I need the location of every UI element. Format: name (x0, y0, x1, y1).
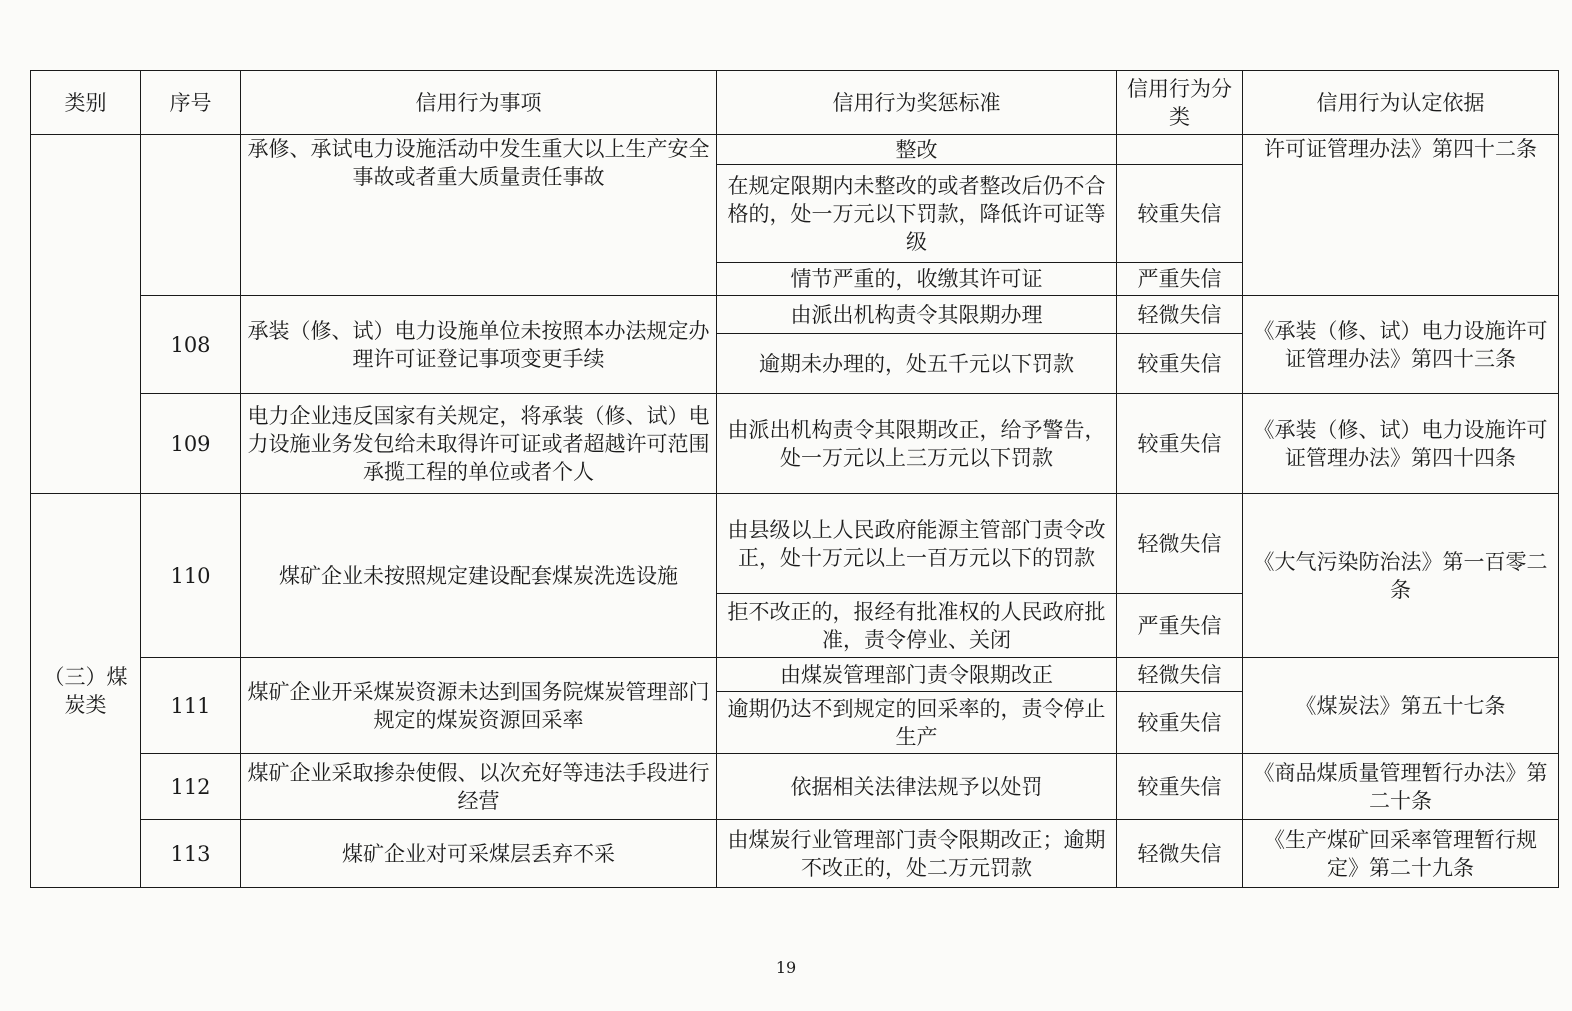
matter-cell: 煤矿企业采取掺杂使假、以次充好等违法手段进行经营 (241, 754, 717, 820)
standard-cell: 由县级以上人民政府能源主管部门责令改正，处十万元以上一百万元以下的罚款 (717, 494, 1117, 594)
matter-cell: 煤矿企业未按照规定建设配套煤炭洗选设施 (241, 494, 717, 658)
table-row-110 (31, 494, 1559, 594)
header-basis: 信用行为认定依据 (1243, 71, 1559, 135)
standard-cell: 由派出机构责令其限期改正，给予警告，处一万元以上三万元以下罚款 (717, 394, 1117, 494)
basis-cell-continued: 许可证管理办法》第四十二条 (1243, 135, 1559, 296)
standard-cell: 由煤炭管理部门责令限期改正 (717, 658, 1117, 692)
standard-cell: 由煤炭行业管理部门责令限期改正；逾期不改正的，处二万元罚款 (717, 820, 1117, 888)
class-cell: 轻微失信 (1117, 296, 1243, 334)
standard-cell: 由派出机构责令其限期办理 (717, 296, 1117, 334)
basis-cell: 《大气污染防治法》第一百零二条 (1243, 494, 1559, 658)
seq-cell: 109 (141, 394, 241, 494)
class-cell (1117, 135, 1243, 165)
class-cell: 较重失信 (1117, 334, 1243, 394)
table-row-109 (31, 394, 1559, 494)
header-matter: 信用行为事项 (241, 71, 717, 135)
header-classification: 信用行为分类 (1117, 71, 1243, 135)
page-number: 19 (775, 958, 797, 977)
standard-cell: 拒不改正的，报经有批准权的人民政府批准，责令停业、关闭 (717, 594, 1117, 658)
seq-cell: 110 (141, 494, 241, 658)
table-row-111 (31, 658, 1559, 692)
table-row-113 (31, 820, 1559, 888)
class-cell: 轻微失信 (1117, 658, 1243, 692)
table-row-112 (31, 754, 1559, 820)
standard-cell: 逾期未办理的，处五千元以下罚款 (717, 334, 1117, 394)
matter-cell: 煤矿企业对可采煤层丢弃不采 (241, 820, 717, 888)
category-cell-continued (31, 135, 141, 494)
class-cell: 较重失信 (1117, 754, 1243, 820)
class-cell: 轻微失信 (1117, 820, 1243, 888)
category-cell-coal: （三）煤炭类 (31, 494, 141, 888)
basis-cell: 《商品煤质量管理暂行办法》第二十条 (1243, 754, 1559, 820)
table-row-108 (31, 296, 1559, 334)
credit-behavior-table (30, 70, 1559, 888)
standard-cell: 情节严重的，收缴其许可证 (717, 263, 1117, 296)
class-cell: 较重失信 (1117, 692, 1243, 754)
basis-cell: 《生产煤矿回采率管理暂行规定》第二十九条 (1243, 820, 1559, 888)
header-seq: 序号 (141, 71, 241, 135)
seq-cell: 111 (141, 658, 241, 754)
standard-cell: 依据相关法律法规予以处罚 (717, 754, 1117, 820)
header-category: 类别 (31, 71, 141, 135)
seq-cell: 108 (141, 296, 241, 394)
class-cell: 较重失信 (1117, 394, 1243, 494)
seq-cell: 112 (141, 754, 241, 820)
basis-cell: 《承装（修、试）电力设施许可证管理办法》第四十四条 (1243, 394, 1559, 494)
matter-cell-continued: 承修、承试电力设施活动中发生重大以上生产安全事故或者重大质量责任事故 (241, 135, 717, 296)
basis-cell: 《承装（修、试）电力设施许可证管理办法》第四十三条 (1243, 296, 1559, 394)
table-header-row (31, 71, 1559, 135)
class-cell: 严重失信 (1117, 263, 1243, 296)
class-cell: 严重失信 (1117, 594, 1243, 658)
seq-cell: 113 (141, 820, 241, 888)
standard-cell: 整改 (717, 135, 1117, 165)
standard-cell: 在规定限期内未整改的或者整改后仍不合格的，处一万元以下罚款，降低许可证等级 (717, 165, 1117, 263)
table-row-continued (31, 135, 1559, 165)
header-standard: 信用行为奖惩标准 (717, 71, 1117, 135)
matter-cell: 煤矿企业开采煤炭资源未达到国务院煤炭管理部门规定的煤炭资源回采率 (241, 658, 717, 754)
matter-cell: 电力企业违反国家有关规定，将承装（修、试）电力设施业务发包给未取得许可证或者超越许可范围承揽工程的单位或者个人 (241, 394, 717, 494)
standard-cell: 逾期仍达不到规定的回采率的，责令停止生产 (717, 692, 1117, 754)
matter-cell: 承装（修、试）电力设施单位未按照本办法规定办理许可证登记事项变更手续 (241, 296, 717, 394)
basis-cell: 《煤炭法》第五十七条 (1243, 658, 1559, 754)
seq-cell-continued (141, 135, 241, 296)
class-cell: 较重失信 (1117, 165, 1243, 263)
class-cell: 轻微失信 (1117, 494, 1243, 594)
